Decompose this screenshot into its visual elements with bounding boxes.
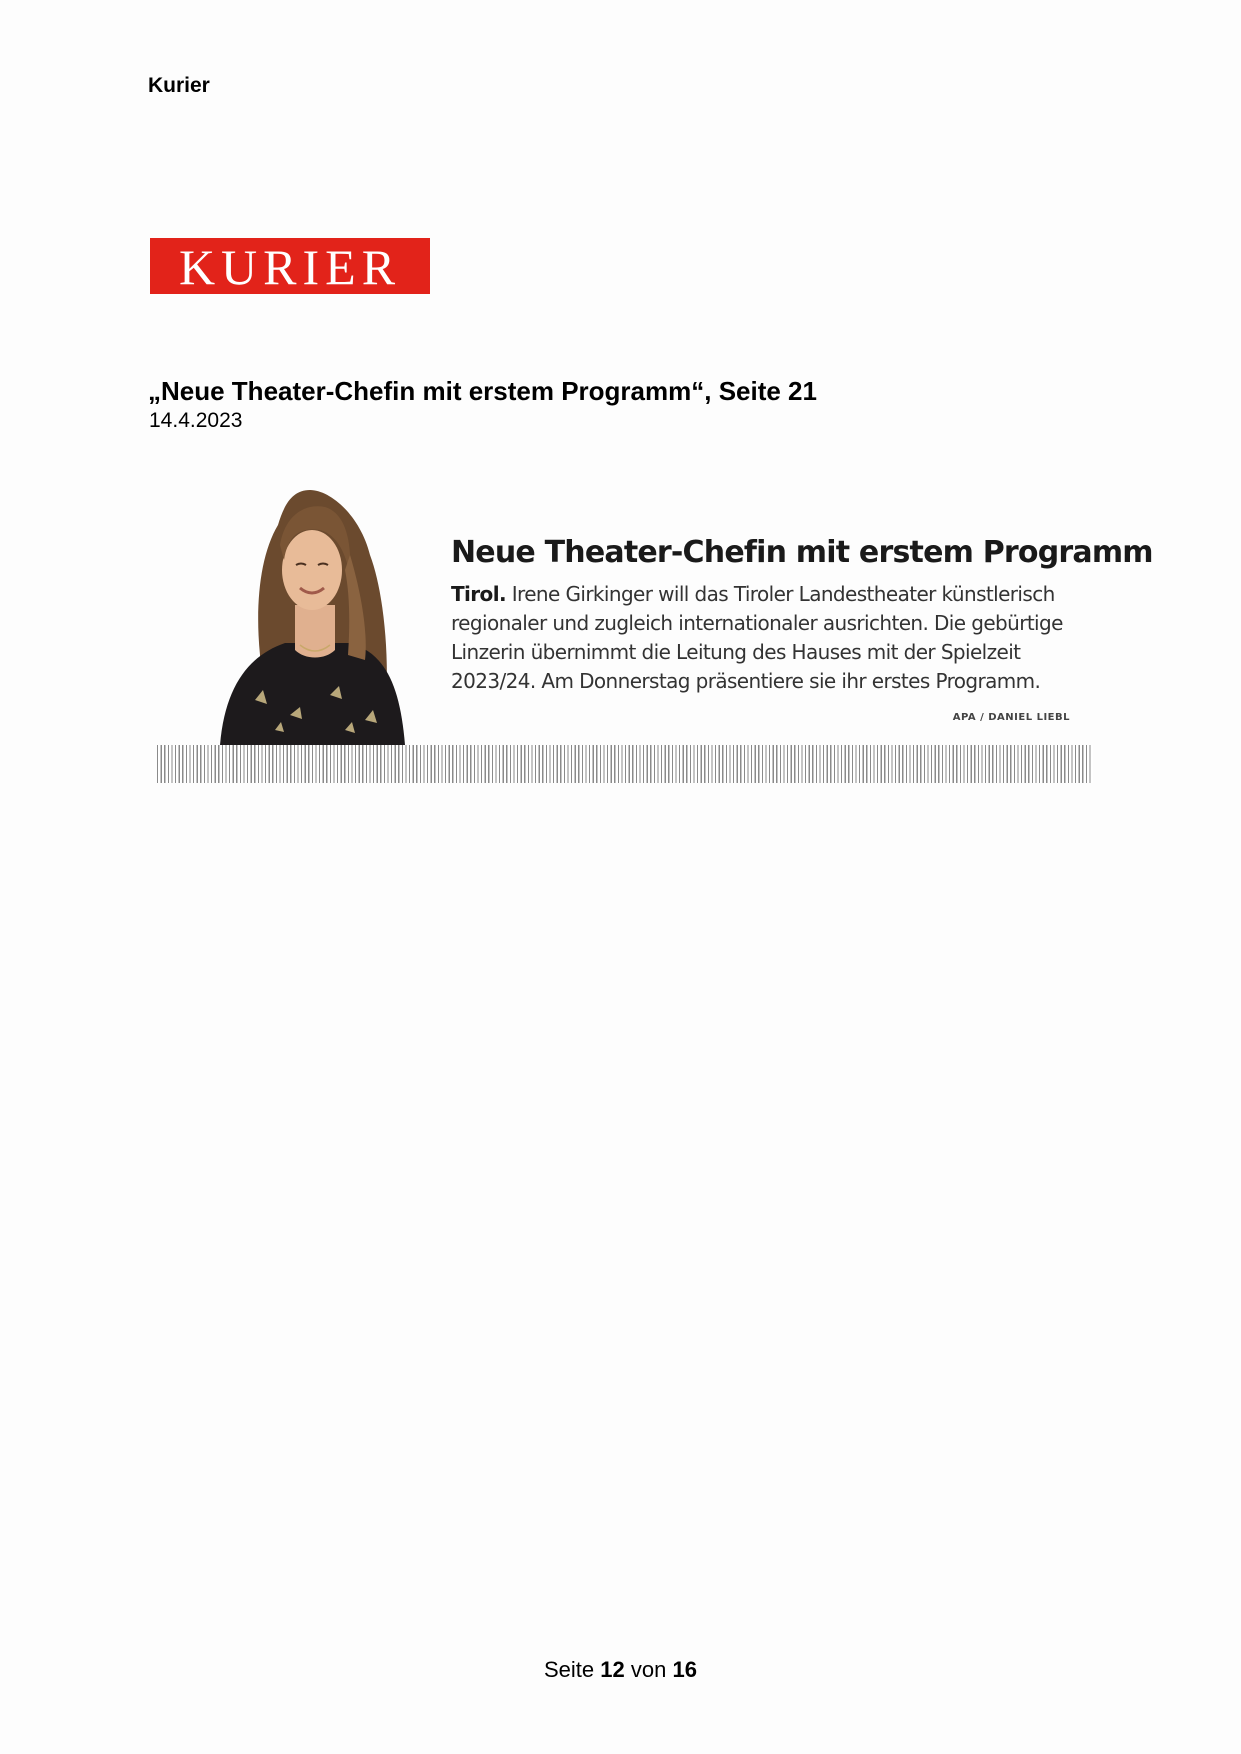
clipping-body [451,580,1091,696]
clipping-lead: Tirol. [451,582,506,606]
page-footer [0,1657,1241,1683]
clipping-title: Neue Theater-Chefin mit erstem Programm [451,535,1153,570]
current-page: 12 [600,1657,625,1682]
kurier-logo: KURIER [150,238,430,294]
total-pages: 16 [672,1657,697,1682]
clipping-text: Irene Girkinger will das Tiroler Landestheater künstlerisch regionaler und zugleich internationaler ausrichten. Die gebürtige Linzerin übernimmt die Leitung des Hauses mit der Spielzeit 2023/24. Am Donnerstag präsentiere sie ihr erstes Programm. [451,582,1063,693]
publication-name: Kurier [148,74,210,97]
barcode-strip [157,745,1093,783]
newspaper-clipping [155,485,1153,785]
footer-separator: von [630,1657,667,1682]
photo-credit: APA / DANIEL LIEBL [952,712,1070,723]
portrait-photo [200,485,425,745]
article-headline: „Neue Theater-Chefin mit erstem Programm“, Seite 21 [148,376,817,406]
footer-prefix: Seite [544,1657,595,1682]
article-date: 14.4.2023 [149,409,243,432]
